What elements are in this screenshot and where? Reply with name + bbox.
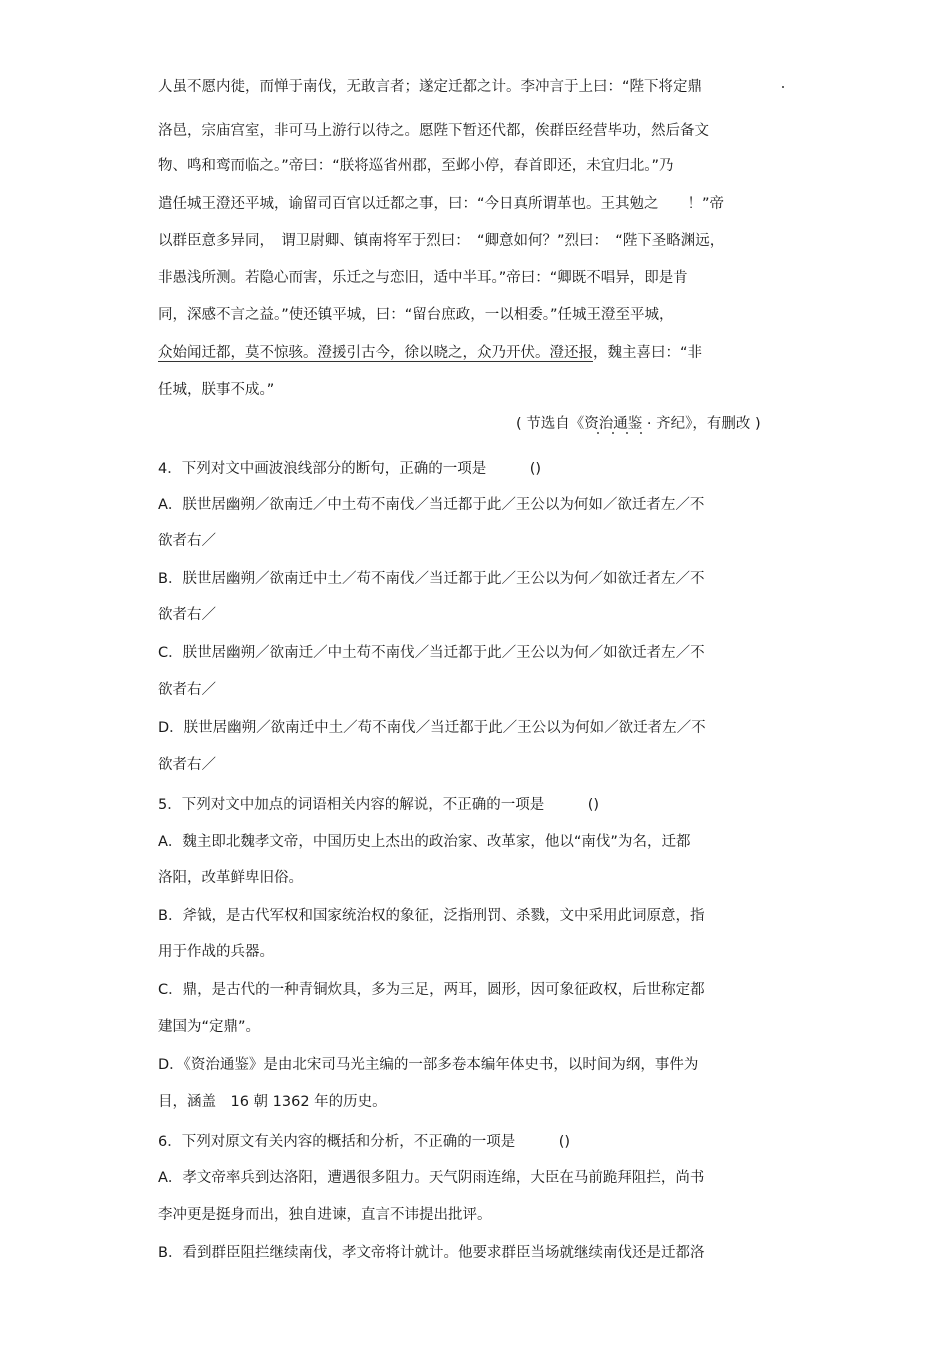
option-line: 欲者右／ xyxy=(158,682,216,698)
option-line: C．朕世居幽朔／欲南迁／中土苟不南伐／当迁都于此／王公以为何／如欲迁者左／不 xyxy=(158,645,705,661)
option-line: A．魏主即北魏孝文帝，中国历史上杰出的政治家、改革家，他以“南伐”为名，迁都 xyxy=(158,834,691,850)
passage-line: 同，深感不言之益。”使还镇平城，曰：“留台庶政，一以相委。”任城王澄至平城， xyxy=(158,307,674,323)
option-line: B．朕世居幽朔／欲南迁中土／苟不南伐／当迁都于此／王公以为何／如欲迁者左／不 xyxy=(158,571,705,587)
passage-line xyxy=(158,343,702,363)
option-line: 建国为“定鼎”。 xyxy=(158,1019,261,1035)
stray-dot xyxy=(782,86,784,88)
option-line: B．看到群臣阻拦继续南伐，孝文帝将计就计。他要求群臣当场就继续南伐还是迁都洛 xyxy=(158,1245,705,1261)
option-line: D．朕世居幽朔／欲南迁中土／苟不南伐／当迁都于此／王公以为何如／欲迁者左／不 xyxy=(158,720,706,736)
passage-line: 洛邑，宗庙宫室，非可马上游行以待之。愿陛下暂还代都，俟群臣经营毕功，然后备文 xyxy=(158,123,709,139)
wavy-underlined-text: 众始闻迁都，莫不惊骇。澄援引古今，徐以晓之，众乃开伏。澄还报 xyxy=(158,345,593,361)
passage-line: 遣任城王澄还平城，谕留司百官以迁都之事，曰：“今日真所谓革也。王其勉之 ！”帝 xyxy=(158,196,725,212)
question-title: 5．下列对文中加点的词语相关内容的解说，不正确的一项是 () xyxy=(158,797,600,813)
question-title: 6．下列对原文有关内容的概括和分析，不正确的一项是 () xyxy=(158,1134,571,1150)
option-line: 洛阳，改革鲜卑旧俗。 xyxy=(158,870,303,886)
option-line: A．朕世居幽朔／欲南迁／中土苟不南伐／当迁都于此／王公以为何如／欲迁者左／不 xyxy=(158,497,705,513)
emphasis-dot xyxy=(597,432,599,434)
option-line: B．斧钺，是古代军权和国家统治权的象征，泛指刑罚、杀戮，文中采用此词原意，指 xyxy=(158,908,705,924)
option-line: 欲者右／ xyxy=(158,757,216,773)
option-line: 目，涵盖 16 朝 1362 年的历史。 xyxy=(158,1094,387,1110)
option-line: 李冲更是挺身而出，独自进谏，直言不讳提出批评。 xyxy=(158,1207,492,1223)
option-line: D．《资治通鉴》是由北宋司马光主编的一部多卷本编年体史书，以时间为纲，事件为 xyxy=(158,1057,699,1073)
option-line: 用于作战的兵器。 xyxy=(158,944,274,960)
emphasis-dot xyxy=(640,432,642,434)
emphasis-dot xyxy=(612,432,614,434)
passage-line: 物、鸣和鸾而临之。”帝曰：“朕将巡省州郡，至邺小停，春首即还，未宜归北。”乃 xyxy=(158,158,674,174)
source-note: ( 节选自《资治通鉴 · 齐纪》，有删改 ) xyxy=(516,416,761,432)
passage-line: 人虽不愿内徙，而惮于南伐，无敢言者；遂定迁都之计。李冲言于上曰：“陛下将定鼎 xyxy=(158,79,703,95)
question-title: 4．下列对文中画波浪线部分的断句，正确的一项是 () xyxy=(158,461,542,477)
passage-line: 任城，朕事不成。” xyxy=(158,382,275,398)
option-line: A．孝文帝率兵到达洛阳，遭遇很多阻力。天气阴雨连绵，大臣在马前跪拜阻拦，尚书 xyxy=(158,1170,705,1186)
passage-line: 非愚浅所测。若隐心而害，乐迁之与恋旧，适中半耳。”帝曰：“卿既不唱异，即是肯 xyxy=(158,270,688,286)
passage-line: 以群臣意多异同， 谓卫尉卿、镇南将军于烈曰： “卿意如何？”烈曰： “陛下圣略渊远， xyxy=(158,233,725,249)
option-line: C．鼎，是古代的一种青铜炊具，多为三足，两耳，圆形，因可象征政权，后世称定都 xyxy=(158,982,705,998)
passage-text: ，魏主喜曰：“非 xyxy=(593,345,703,361)
option-line: 欲者右／ xyxy=(158,607,216,623)
option-line: 欲者右／ xyxy=(158,533,216,549)
emphasis-dot xyxy=(626,432,628,434)
